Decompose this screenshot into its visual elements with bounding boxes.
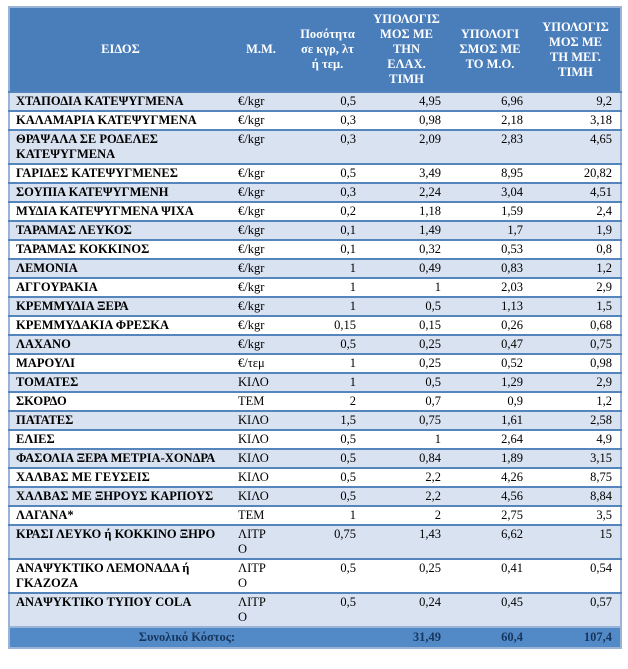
unit-cell: €/kgr <box>231 278 291 297</box>
quantity-cell: 2 <box>291 392 364 411</box>
max-price-cell: 0,57 <box>531 593 621 627</box>
item-name-cell: ΚΡΕΜΜΥΔΑΚΙΑ ΦΡΕΣΚΑ <box>9 316 231 335</box>
min-price-cell: 0,25 <box>364 559 449 593</box>
item-name-cell: ΤΑΡΑΜΑΣ ΚΟΚΚΙΝΟΣ <box>9 240 231 259</box>
item-name-cell: ΑΓΓΟΥΡΑΚΙΑ <box>9 278 231 297</box>
unit-cell: ΛΙΤΡΟ <box>231 593 291 627</box>
table-row <box>9 183 621 202</box>
item-name-cell: ΑΝΑΨΥΚΤΙΚΟ ΤΥΠΟΥ COLA <box>9 593 231 627</box>
avg-price-cell: 1,13 <box>449 297 531 316</box>
price-comparison-table <box>8 6 622 649</box>
table-row <box>9 559 621 593</box>
table-row <box>9 130 621 164</box>
table-row <box>9 487 621 506</box>
min-price-cell: 0,7 <box>364 392 449 411</box>
item-name-cell: ΛΑΓΑΝΑ* <box>9 506 231 525</box>
item-name-cell: ΤΟΜΑΤΕΣ <box>9 373 231 392</box>
table-body <box>9 92 621 627</box>
table-header-row <box>9 7 621 92</box>
unit-cell: ΤΕΜ <box>231 506 291 525</box>
header-cell-quantity: Ποσότητα σε κγρ, λτ ή τεμ. <box>291 7 364 92</box>
quantity-cell: 0,3 <box>291 183 364 202</box>
quantity-cell: 0,5 <box>291 593 364 627</box>
table-row <box>9 221 621 240</box>
table-row <box>9 92 621 111</box>
unit-cell: €/kgr <box>231 221 291 240</box>
min-price-cell: 0,75 <box>364 411 449 430</box>
max-price-cell: 2,9 <box>531 278 621 297</box>
avg-price-cell: 2,03 <box>449 278 531 297</box>
min-price-cell: 1 <box>364 278 449 297</box>
unit-cell: €/kgr <box>231 259 291 278</box>
avg-price-cell: 1,59 <box>449 202 531 221</box>
item-name-cell: ΜΥΔΙΑ ΚΑΤΕΨΥΓΜΕΝΑ ΨΙΧΑ <box>9 202 231 221</box>
quantity-cell: 0,2 <box>291 202 364 221</box>
item-name-cell: ΘΡΑΨΑΛΑ ΣΕ ΡΟΔΕΛΕΣ ΚΑΤΕΨΥΓΜΕΝΑ <box>9 130 231 164</box>
unit-cell: ΚΙΛΟ <box>231 411 291 430</box>
min-price-cell: 0,49 <box>364 259 449 278</box>
quantity-cell: 1 <box>291 278 364 297</box>
min-price-cell: 0,5 <box>364 297 449 316</box>
max-price-cell: 2,9 <box>531 373 621 392</box>
table-header <box>9 7 621 92</box>
item-name-cell: ΦΑΣΟΛΙΑ ΞΕΡΑ ΜΕΤΡΙΑ-ΧΟΝΔΡΑ <box>9 449 231 468</box>
min-price-cell: 0,98 <box>364 111 449 130</box>
max-price-cell: 1,2 <box>531 392 621 411</box>
quantity-cell: 1 <box>291 354 364 373</box>
table-row <box>9 525 621 559</box>
unit-cell: €/kgr <box>231 202 291 221</box>
avg-price-cell: 0,83 <box>449 259 531 278</box>
max-price-cell: 8,84 <box>531 487 621 506</box>
quantity-cell: 0,75 <box>291 525 364 559</box>
max-price-cell: 15 <box>531 525 621 559</box>
quantity-cell: 0,5 <box>291 559 364 593</box>
quantity-cell: 0,5 <box>291 449 364 468</box>
min-price-cell: 1,43 <box>364 525 449 559</box>
table-row <box>9 506 621 525</box>
header-cell-unit: Μ.Μ. <box>231 7 291 92</box>
item-name-cell: ΓΑΡΙΔΕΣ ΚΑΤΕΨΥΓΜΕΝΕΣ <box>9 164 231 183</box>
avg-price-cell: 0,9 <box>449 392 531 411</box>
avg-price-cell: 4,26 <box>449 468 531 487</box>
max-price-cell: 4,65 <box>531 130 621 164</box>
item-name-cell: ΑΝΑΨΥΚΤΙΚΟ ΛΕΜΟΝΑΔΑ ή ΓΚΑΖΟΖΑ <box>9 559 231 593</box>
unit-cell: €/kgr <box>231 297 291 316</box>
unit-cell: €/kgr <box>231 240 291 259</box>
avg-price-cell: 0,26 <box>449 316 531 335</box>
table-row <box>9 335 621 354</box>
avg-price-cell: 2,83 <box>449 130 531 164</box>
table-row <box>9 430 621 449</box>
max-price-cell: 0,75 <box>531 335 621 354</box>
unit-cell: €/kgr <box>231 316 291 335</box>
avg-price-cell: 2,18 <box>449 111 531 130</box>
table-row <box>9 354 621 373</box>
table-row <box>9 164 621 183</box>
unit-cell: ΚΙΛΟ <box>231 468 291 487</box>
unit-cell: €/kgr <box>231 335 291 354</box>
table-row <box>9 259 621 278</box>
avg-price-cell: 0,47 <box>449 335 531 354</box>
min-price-cell: 1,18 <box>364 202 449 221</box>
table-row <box>9 392 621 411</box>
item-name-cell: ΧΑΛΒΑΣ ΜΕ ΓΕΥΣΕΙΣ <box>9 468 231 487</box>
table-row <box>9 593 621 627</box>
avg-price-cell: 4,56 <box>449 487 531 506</box>
item-name-cell: ΠΑΤΑΤΕΣ <box>9 411 231 430</box>
total-avg-price: 60,4 <box>449 627 531 648</box>
max-price-cell: 0,68 <box>531 316 621 335</box>
min-price-cell: 1 <box>364 430 449 449</box>
quantity-cell: 0,5 <box>291 430 364 449</box>
item-name-cell: ΛΕΜΟΝΙΑ <box>9 259 231 278</box>
avg-price-cell: 1,29 <box>449 373 531 392</box>
quantity-cell: 0,5 <box>291 164 364 183</box>
header-cell-max-price: ΥΠΟΛΟΓΙΣΜΟΣ ΜΕ ΤΗ ΜΕΓ. ΤΙΜΗ <box>531 7 621 92</box>
max-price-cell: 0,8 <box>531 240 621 259</box>
item-name-cell: ΣΟΥΠΙΑ ΚΑΤΕΨΥΓΜΕΝΗ <box>9 183 231 202</box>
avg-price-cell: 0,45 <box>449 593 531 627</box>
min-price-cell: 0,15 <box>364 316 449 335</box>
min-price-cell: 0,84 <box>364 449 449 468</box>
min-price-cell: 2,2 <box>364 468 449 487</box>
item-name-cell: ΚΡΑΣΙ ΛΕΥΚΟ ή ΚΟΚΚΙΝΟ ΞΗΡΟ <box>9 525 231 559</box>
item-name-cell: ΚΡΕΜΜΥΔΙΑ ΞΕΡΑ <box>9 297 231 316</box>
avg-price-cell: 3,04 <box>449 183 531 202</box>
item-name-cell: ΚΑΛΑΜΑΡΙΑ ΚΑΤΕΨΥΓΜΕΝΑ <box>9 111 231 130</box>
max-price-cell: 1,5 <box>531 297 621 316</box>
quantity-cell: 1 <box>291 506 364 525</box>
total-min-price: 31,49 <box>364 627 449 648</box>
min-price-cell: 2,2 <box>364 487 449 506</box>
table-row <box>9 373 621 392</box>
min-price-cell: 2,09 <box>364 130 449 164</box>
quantity-cell: 0,5 <box>291 487 364 506</box>
min-price-cell: 0,32 <box>364 240 449 259</box>
table-footer <box>9 627 621 648</box>
min-price-cell: 0,24 <box>364 593 449 627</box>
table-row <box>9 297 621 316</box>
min-price-cell: 1,49 <box>364 221 449 240</box>
avg-price-cell: 1,89 <box>449 449 531 468</box>
item-name-cell: ΜΑΡΟΥΛΙ <box>9 354 231 373</box>
quantity-cell: 1,5 <box>291 411 364 430</box>
quantity-cell: 0,1 <box>291 240 364 259</box>
total-label: Συνολικό Κόστος: <box>9 627 364 648</box>
unit-cell: €/kgr <box>231 164 291 183</box>
avg-price-cell: 2,75 <box>449 506 531 525</box>
item-name-cell: ΕΛΙΕΣ <box>9 430 231 449</box>
table-row <box>9 240 621 259</box>
unit-cell: €/kgr <box>231 183 291 202</box>
max-price-cell: 2,4 <box>531 202 621 221</box>
max-price-cell: 9,2 <box>531 92 621 111</box>
unit-cell: €/τεμ <box>231 354 291 373</box>
min-price-cell: 4,95 <box>364 92 449 111</box>
item-name-cell: ΧΑΛΒΑΣ ΜΕ ΞΗΡΟΥΣ ΚΑΡΠΟΥΣ <box>9 487 231 506</box>
table-row <box>9 449 621 468</box>
unit-cell: ΛΙΤΡΟ <box>231 559 291 593</box>
avg-price-cell: 6,96 <box>449 92 531 111</box>
avg-price-cell: 0,52 <box>449 354 531 373</box>
min-price-cell: 2,24 <box>364 183 449 202</box>
max-price-cell: 1,2 <box>531 259 621 278</box>
min-price-cell: 3,49 <box>364 164 449 183</box>
table-row <box>9 411 621 430</box>
avg-price-cell: 8,95 <box>449 164 531 183</box>
unit-cell: ΚΙΛΟ <box>231 449 291 468</box>
item-name-cell: ΧΤΑΠΟΔΙΑ ΚΑΤΕΨΥΓΜΕΝΑ <box>9 92 231 111</box>
max-price-cell: 3,15 <box>531 449 621 468</box>
quantity-cell: 0,5 <box>291 468 364 487</box>
min-price-cell: 0,25 <box>364 335 449 354</box>
avg-price-cell: 1,61 <box>449 411 531 430</box>
min-price-cell: 0,25 <box>364 354 449 373</box>
avg-price-cell: 1,7 <box>449 221 531 240</box>
quantity-cell: 0,5 <box>291 92 364 111</box>
quantity-cell: 0,5 <box>291 335 364 354</box>
max-price-cell: 1,9 <box>531 221 621 240</box>
max-price-cell: 4,51 <box>531 183 621 202</box>
quantity-cell: 0,15 <box>291 316 364 335</box>
max-price-cell: 4,9 <box>531 430 621 449</box>
table-row <box>9 468 621 487</box>
avg-price-cell: 6,62 <box>449 525 531 559</box>
avg-price-cell: 0,53 <box>449 240 531 259</box>
unit-cell: ΚΙΛΟ <box>231 373 291 392</box>
max-price-cell: 0,98 <box>531 354 621 373</box>
unit-cell: €/kgr <box>231 92 291 111</box>
quantity-cell: 0,3 <box>291 130 364 164</box>
quantity-cell: 1 <box>291 297 364 316</box>
table-row <box>9 202 621 221</box>
max-price-cell: 3,5 <box>531 506 621 525</box>
unit-cell: €/kgr <box>231 130 291 164</box>
header-cell-min-price: ΥΠΟΛΟΓΙΣΜΟΣ ΜΕ ΤΗΝ ΕΛΑΧ. ΤΙΜΗ <box>364 7 449 92</box>
item-name-cell: ΛΑΧΑΝΟ <box>9 335 231 354</box>
min-price-cell: 0,5 <box>364 373 449 392</box>
table-row <box>9 316 621 335</box>
max-price-cell: 2,58 <box>531 411 621 430</box>
unit-cell: ΛΙΤΡΟ <box>231 525 291 559</box>
unit-cell: ΚΙΛΟ <box>231 487 291 506</box>
quantity-cell: 1 <box>291 259 364 278</box>
unit-cell: ΤΕΜ <box>231 392 291 411</box>
unit-cell: €/kgr <box>231 111 291 130</box>
max-price-cell: 8,75 <box>531 468 621 487</box>
header-cell-avg-price: ΥΠΟΛΟΓΙΣΜΟΣ ΜΕ ΤΟ Μ.Ο. <box>449 7 531 92</box>
quantity-cell: 0,1 <box>291 221 364 240</box>
unit-cell: ΚΙΛΟ <box>231 430 291 449</box>
max-price-cell: 3,18 <box>531 111 621 130</box>
max-price-cell: 20,82 <box>531 164 621 183</box>
item-name-cell: ΤΑΡΑΜΑΣ ΛΕΥΚΟΣ <box>9 221 231 240</box>
quantity-cell: 1 <box>291 373 364 392</box>
table-row <box>9 111 621 130</box>
table-row <box>9 278 621 297</box>
min-price-cell: 2 <box>364 506 449 525</box>
total-row <box>9 627 621 648</box>
header-cell-item: ΕΙΔΟΣ <box>9 7 231 92</box>
item-name-cell: ΣΚΟΡΔΟ <box>9 392 231 411</box>
total-max-price: 107,4 <box>531 627 621 648</box>
quantity-cell: 0,3 <box>291 111 364 130</box>
avg-price-cell: 0,41 <box>449 559 531 593</box>
avg-price-cell: 2,64 <box>449 430 531 449</box>
max-price-cell: 0,54 <box>531 559 621 593</box>
